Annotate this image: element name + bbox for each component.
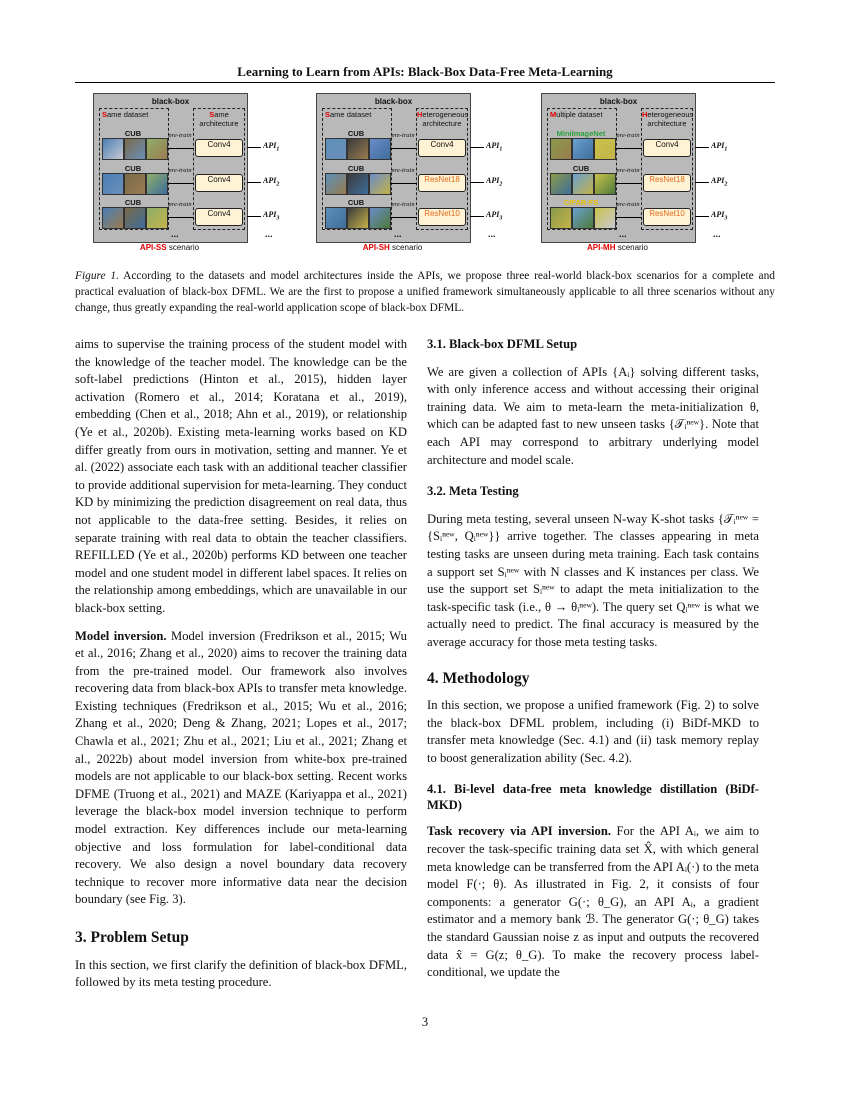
- left-column: [75, 336, 407, 992]
- architecture-label-rest: eterogeneous architecture: [422, 110, 469, 128]
- architecture-label-initial: S: [209, 110, 215, 119]
- model-box: ResNet18: [643, 174, 691, 192]
- api-label: [486, 210, 502, 222]
- api-arrow: [695, 147, 709, 148]
- api-subscript: 1: [724, 146, 728, 153]
- model-box: Conv4: [643, 139, 691, 157]
- left-paragraph-1: aims to supervise the training process of the student model with the knowledge of the teacher model. The knowledge can be the soft-label predictions (Hinton et al., 2015), hidden layer activation (Romero et al., 2014; Koratana et al., 2019), embedding (Chen et al., 2018; Ahn et al., 2019), or relationship (Ye et al., 2020b). Existing meta-learning works based on KD differ greatly from ours in motivation, setting and manner. Ye et al. (2022) associate each task with an additional teacher classifier to provide additional supervision for meta-learning. They conduct KD by minimizing the prediction disagreement on real data, thus not applicable to the data-free setting. Besides, it relies on separate training with real data to obtain the teacher classifiers. REFILLED (Ye et al., 2020b) performs KD between one teacher model and one student model in different label spaces. It relies on the relationship among embeddings, which are unavailable in our black-box setting.: [75, 337, 408, 615]
- ellipsis: ...: [619, 229, 627, 239]
- sample-image: [594, 173, 616, 195]
- api-text: API: [486, 210, 500, 219]
- api-label: [711, 176, 727, 188]
- api-label: [711, 141, 727, 153]
- api-subscript: 3: [724, 215, 728, 222]
- api-arrow: [470, 216, 484, 217]
- sample-image: [369, 173, 391, 195]
- pretrain-label: pre-train: [168, 167, 192, 174]
- dataset-name: CIFAR-FS: [563, 198, 599, 207]
- architecture-label-initial: H: [642, 110, 648, 119]
- model-box: Conv4: [195, 208, 243, 226]
- figure-panel-1: [93, 93, 318, 252]
- section-3-1-heading: 3.1. Black-box DFML Setup: [427, 337, 578, 351]
- figure-panel-2: [316, 93, 541, 252]
- api-subscript: 3: [276, 215, 280, 222]
- dataset-name: CUB: [347, 198, 365, 207]
- model-box: ResNet18: [418, 174, 466, 192]
- api-text: API: [263, 141, 277, 150]
- sample-image: [124, 207, 146, 229]
- api-subscript: 3: [499, 215, 503, 222]
- architecture-label: [194, 110, 244, 128]
- scenario-suffix: scenario: [166, 243, 200, 252]
- header-rule: [75, 82, 775, 83]
- api-subscript: 2: [724, 181, 728, 188]
- scenario-name: API-MH: [587, 243, 616, 252]
- api-subscript: 2: [276, 181, 280, 188]
- architecture-label-rest: ame architecture: [199, 110, 239, 128]
- section-3-heading: 3. Problem Setup: [75, 929, 189, 946]
- dataset-label-rest: ultiple dataset: [556, 110, 603, 119]
- section-3-text: In this section, we first clarify the definition of black-box DFML, followed by its meta testing procedure.: [75, 957, 407, 990]
- api-arrow: [247, 147, 261, 148]
- pretrain-label: pre-train: [168, 201, 192, 208]
- api-text: API: [711, 141, 725, 150]
- architecture-label-initial: H: [417, 110, 423, 119]
- scenario-label: [316, 243, 469, 252]
- api-label: [711, 210, 727, 222]
- api-subscript: 2: [499, 181, 503, 188]
- task-recovery-text: For the API Aᵢ, we aim to recover the task-specific training data set X̂, with which general meta knowledge can be transferred from the API Aᵢ(·) to the meta model F(·; θ). As illustrated in Fig. 2, it consists of four components: a generator G(·; θ_G), an API Aᵢ, a gradient estimator and a memory bank ℬ. The generator G(·; θ_G) takes the standard Gaussian noise z as input and outputs the recovered data x̂ = G(z; θ_G). To make the recovery process label-conditional, we update the: [427, 824, 759, 980]
- caption-label: Figure 1.: [75, 270, 119, 282]
- sample-image: [572, 207, 594, 229]
- figure-caption: [75, 268, 775, 316]
- pretrain-arrow: [390, 217, 417, 218]
- black-box-title: black-box: [599, 97, 638, 106]
- api-label: [486, 141, 502, 153]
- api-text: API: [486, 141, 500, 150]
- api-arrow: [470, 147, 484, 148]
- scenario-name: API-SH: [362, 243, 390, 252]
- dataset-name: CUB: [124, 198, 142, 207]
- sample-image: [325, 138, 347, 160]
- dataset-name: MiniImageNet: [556, 129, 606, 138]
- sample-image: [124, 138, 146, 160]
- api-label: [263, 210, 279, 222]
- dataset-label: [325, 110, 371, 119]
- sample-image: [572, 173, 594, 195]
- section-4-text: In this section, we propose a unified framework (Fig. 2) to solve the black-box DFML problem, including (i) BiDf-MKD to transfer meta knowledge (Sec. 4.1) and (ii) task memory replay to boost generalization ability (Sec. 4.2).: [427, 698, 759, 765]
- dataset-name: CUB: [572, 164, 590, 173]
- right-column: [427, 336, 759, 982]
- sample-image: [102, 138, 124, 160]
- ellipsis: ...: [171, 229, 179, 239]
- api-label: [486, 176, 502, 188]
- dataset-label-initial: S: [102, 110, 108, 119]
- api-subscript: 1: [499, 146, 503, 153]
- api-subscript: 1: [276, 146, 280, 153]
- model-box: ResNet10: [643, 208, 691, 226]
- api-arrow: [470, 182, 484, 183]
- dataset-name: CUB: [347, 164, 365, 173]
- sample-image: [550, 173, 572, 195]
- black-box-region: [316, 93, 471, 243]
- black-box-region: [93, 93, 248, 243]
- api-text: API: [486, 176, 500, 185]
- api-arrow: [247, 216, 261, 217]
- sample-image: [102, 173, 124, 195]
- task-recovery-heading: Task recovery via API inversion.: [427, 824, 611, 839]
- pretrain-label: pre-train: [391, 201, 415, 208]
- dataset-label: [102, 110, 148, 119]
- sample-image: [347, 173, 369, 195]
- dataset-name: CUB: [124, 129, 142, 138]
- model-box: ResNet10: [418, 208, 466, 226]
- api-text: API: [263, 210, 277, 219]
- sample-image: [347, 138, 369, 160]
- architecture-label: [417, 110, 467, 128]
- pretrain-label: pre-train: [616, 167, 640, 174]
- sample-image: [550, 207, 572, 229]
- pretrain-arrow: [390, 183, 417, 184]
- architecture-label-rest: eterogeneous architecture: [647, 110, 694, 128]
- sample-image: [146, 138, 168, 160]
- scenario-suffix: scenario: [389, 243, 423, 252]
- section-4-1-text: [427, 823, 759, 981]
- section-3-2-text: During meta testing, several unseen N-way K-shot tasks {𝒯ᵢⁿᵉʷ = {Sᵢⁿᵉʷ, Qᵢⁿᵉʷ}} arrive together. The classes appearing in meta testing tasks are unseen during meta training. Each task contains a support set Sᵢⁿᵉʷ with N classes and K instances per class. We use the support set Sᵢⁿᵉʷ to adapt the meta initialization to the task-specific task (i.e., θ → θᵢⁿᵉʷ). The query set Qᵢⁿᵉʷ is what we actually need to predict. The final accuracy is measured by the average accuracy for those meta testing tasks.: [427, 511, 759, 649]
- model-box: Conv4: [418, 139, 466, 157]
- ellipsis: ...: [265, 229, 273, 239]
- ellipsis: ...: [488, 229, 496, 239]
- ellipsis: ...: [394, 229, 402, 239]
- section-3-2-heading: 3.2. Meta Testing: [427, 484, 519, 499]
- dataset-label-rest: ame dataset: [107, 110, 149, 119]
- pretrain-label: pre-train: [391, 132, 415, 139]
- model-box: Conv4: [195, 139, 243, 157]
- model-box: Conv4: [195, 174, 243, 192]
- scenario-label: [93, 243, 246, 252]
- pretrain-arrow: [615, 183, 642, 184]
- pretrain-arrow: [167, 148, 194, 149]
- sample-image: [325, 207, 347, 229]
- dataset-name: CUB: [124, 164, 142, 173]
- sample-image: [347, 207, 369, 229]
- dataset-name: CUB: [347, 129, 365, 138]
- sample-image: [550, 138, 572, 160]
- pretrain-arrow: [167, 183, 194, 184]
- sample-image: [369, 207, 391, 229]
- api-text: API: [711, 210, 725, 219]
- pretrain-arrow: [390, 148, 417, 149]
- pretrain-arrow: [615, 148, 642, 149]
- architecture-label: [642, 110, 692, 128]
- sample-image: [124, 173, 146, 195]
- dataset-label-initial: S: [325, 110, 331, 119]
- black-box-title: black-box: [374, 97, 413, 106]
- ellipsis: ...: [713, 229, 721, 239]
- sample-image: [102, 207, 124, 229]
- sample-image: [594, 138, 616, 160]
- scenario-label: [541, 243, 694, 252]
- pretrain-label: pre-train: [168, 132, 192, 139]
- dataset-label-rest: ame dataset: [330, 110, 372, 119]
- api-arrow: [695, 216, 709, 217]
- sample-image: [594, 207, 616, 229]
- sample-image: [146, 207, 168, 229]
- scenario-name: API-SS: [139, 243, 167, 252]
- model-inversion-heading: Model inversion.: [75, 628, 167, 643]
- dataset-label: [550, 110, 603, 119]
- section-4-heading: 4. Methodology: [427, 669, 530, 687]
- pretrain-label: pre-train: [616, 201, 640, 208]
- section-4-1-heading: 4.1. Bi-level data-free meta knowledge distillation (BiDf-MKD): [427, 782, 759, 813]
- dataset-label-initial: M: [550, 110, 557, 119]
- api-arrow: [247, 182, 261, 183]
- black-box-region: [541, 93, 696, 243]
- api-label: [263, 141, 279, 153]
- sample-image: [146, 173, 168, 195]
- black-box-title: black-box: [151, 97, 190, 106]
- pretrain-arrow: [167, 217, 194, 218]
- section-3-1-text: We are given a collection of APIs {Aᵢ} solving different tasks, with only inference access and without accessing their original training data. We aim to meta-learn the meta-initialization θ, which can be adapted fast to new unseen tasks {𝒯ᵢⁿᵉʷ}. Note that each API may correspond to arbitrary underlying model architecture and model scale.: [427, 364, 759, 467]
- sample-image: [325, 173, 347, 195]
- running-header: Learning to Learn from APIs: Black-Box Data-Free Meta-Learning: [237, 64, 613, 79]
- sample-image: [369, 138, 391, 160]
- api-text: API: [711, 176, 725, 185]
- pretrain-label: pre-train: [391, 167, 415, 174]
- page-number: 3: [421, 1015, 429, 1029]
- api-label: [263, 176, 279, 188]
- caption-text: According to the datasets and model architectures inside the APIs, we propose three real-world black-box scenarios for a complete and practical evaluation of black-box DFML. We are the first to propose a unified framework simultaneously applicable to all three scenarios without any change, thus greatly expanding the real-world application scope of black-box DFML.: [75, 270, 775, 314]
- api-text: API: [263, 176, 277, 185]
- left-paragraph-2: [75, 628, 407, 910]
- sample-image: [572, 138, 594, 160]
- pretrain-label: pre-train: [616, 132, 640, 139]
- pretrain-arrow: [615, 217, 642, 218]
- api-arrow: [695, 182, 709, 183]
- scenario-suffix: scenario: [615, 243, 648, 252]
- figure-panel-3: [541, 93, 766, 252]
- model-inversion-text: Model inversion (Fredrikson et al., 2015; Wu et al., 2016; Zhang et al., 2020) aims to recover the training data from the pre-trained model. Our framework also involves recovering data from black-box APIs to transfer meta knowledge. Existing techniques (Fredrikson et al., 2015; Wu et al., 2016; Zhang et al., 2020; Deng & Zhang, 2021; Lopes et al., 2017; Chawla et al., 2021; Zhu et al., 2021; Liu et al., 2021; Zhang et al., 2022b) about model inversion from white-box pre-trained models are not applicable to our black-box setting. Recent works DFME (Truong et al., 2021) and MAZE (Kariyappa et al., 2021) leverage the black-box model inversion technique to perform model extraction. Key differences include our meta-learning objective and loss formulation for label-conditional data recovery. We also design a novel boundary data recovery technique to recover more informative data near the decision boundary (see Fig. 3).: [75, 628, 407, 907]
